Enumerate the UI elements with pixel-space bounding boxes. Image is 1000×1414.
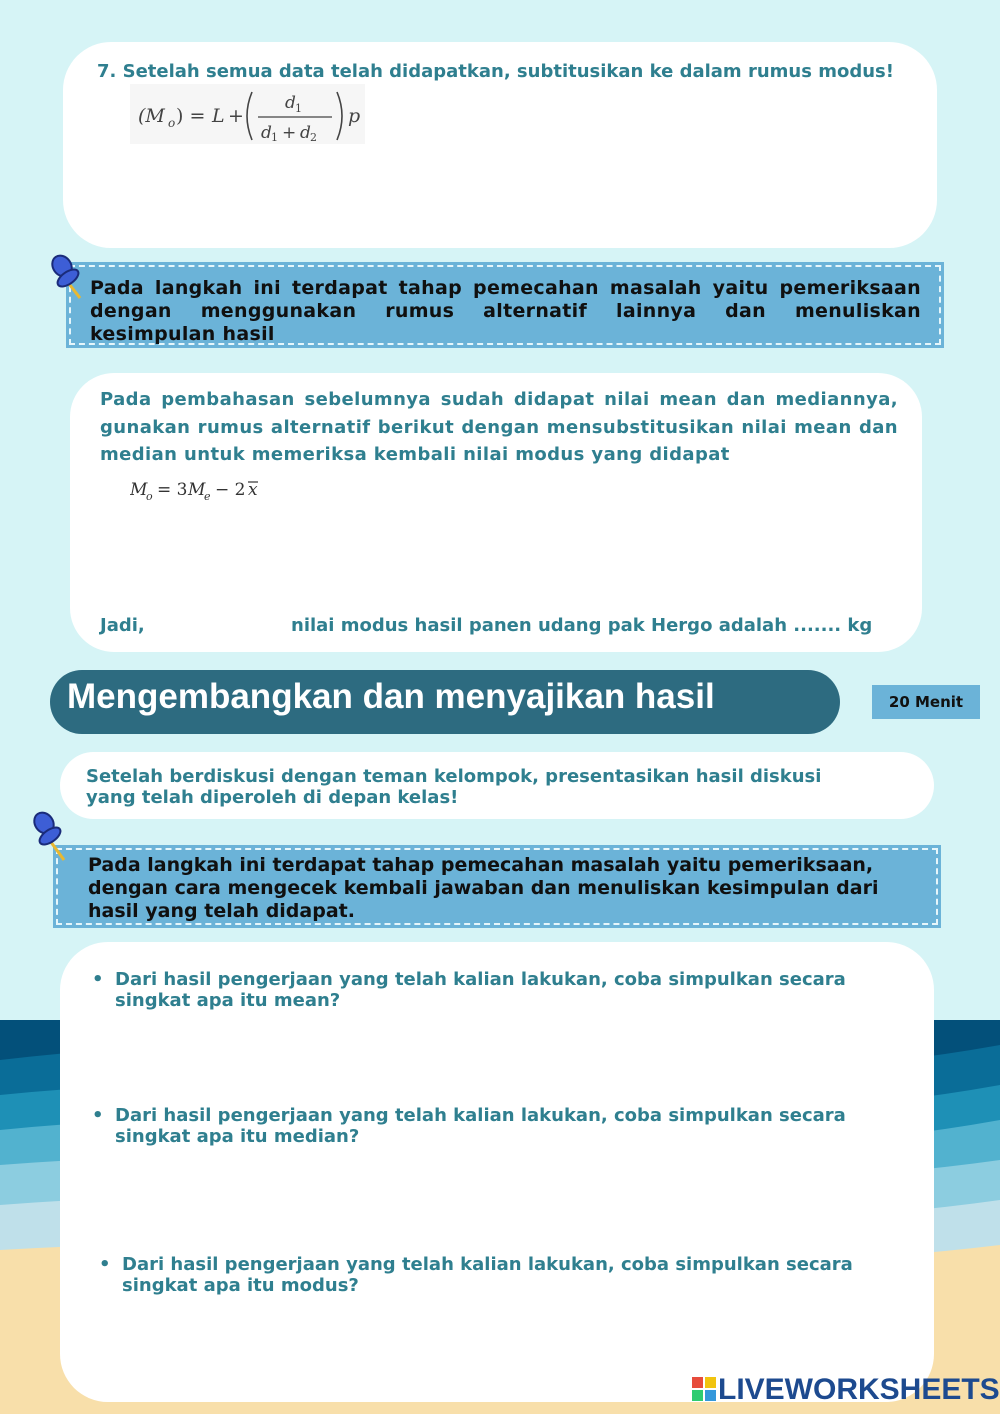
- timer-text: 20 Menit: [888, 693, 964, 711]
- svg-text:d: d: [261, 123, 272, 143]
- conclusion-text: nilai modus hasil panen udang pak Hergo adalah ....... kg: [291, 615, 873, 636]
- question-line: singkat apa itu mean?: [115, 990, 341, 1011]
- svg-text:x: x: [248, 480, 258, 500]
- question-line: Dari hasil pengerjaan yang telah kalian lakukan, coba simpulkan secara: [115, 969, 846, 990]
- note-box-conclusion: [56, 848, 938, 925]
- liveworksheets-logo[interactable]: [692, 1373, 1000, 1407]
- note2-text: Pada langkah ini terdapat tahap pemecahan masalah yaitu pemeriksaan, dengan cara mengecek kembali jawaban dan menuliskan kesimpulan dari hasil yang telah didapat.: [88, 854, 879, 922]
- svg-text:o: o: [168, 116, 176, 130]
- svg-text:= 3: = 3: [157, 480, 188, 500]
- question-line: singkat apa itu median?: [115, 1126, 360, 1147]
- svg-text:M: M: [188, 480, 206, 500]
- svg-text:d: d: [285, 93, 296, 113]
- step7-instruction: 7. Setelah semua data telah didapatkan, subtitusikan ke dalam rumus modus!: [97, 61, 894, 82]
- section-title-banner: [50, 670, 840, 734]
- svg-text:M: M: [130, 480, 148, 500]
- pushpin-icon: [46, 252, 90, 302]
- svg-text:o: o: [146, 490, 153, 503]
- svg-text:− 2: − 2: [215, 480, 246, 500]
- presentation-instruction: Setelah berdiskusi dengan teman kelompok, presentasikan hasil diskusi yang telah diperoleh di depan kelas!: [86, 766, 822, 808]
- alternative-instruction: Pada pembahasan sebelumnya sudah didapat nilai mean dan mediannya, gunakan rumus alternatif berikut dengan mensubstitusikan nilai mean dan median untuk memeriksa kembali nilai modus yang didapat: [100, 389, 898, 465]
- pushpin-icon: [30, 808, 74, 864]
- alternative-formula: [130, 476, 280, 510]
- note1-text: Pada langkah ini terdapat tahap pemecahan masalah yaitu pemeriksaan dengan menggunakan rumus alternatif lainnya dan menuliskan kesimpulan hasil: [90, 277, 921, 345]
- svg-text:) =: ) =: [176, 105, 206, 127]
- question-line: singkat apa itu modus?: [122, 1275, 359, 1296]
- conclusion-prefix: Jadi,: [100, 615, 145, 636]
- note-box-alternative: [69, 265, 941, 345]
- svg-text:e: e: [204, 490, 211, 503]
- svg-text:+: +: [228, 105, 244, 127]
- conclusion-questions-card: [60, 942, 934, 1402]
- svg-text:1: 1: [271, 131, 278, 144]
- logo-text: LIVEWORKSHEETS: [718, 1373, 1000, 1406]
- svg-text:2: 2: [310, 131, 317, 144]
- question-line: Dari hasil pengerjaan yang telah kalian lakukan, coba simpulkan secara: [115, 1105, 846, 1126]
- svg-text:d: d: [300, 123, 311, 143]
- section-title: Mengembangkan dan menyajikan hasil: [67, 677, 715, 716]
- svg-text:p: p: [348, 105, 361, 127]
- question-line: Dari hasil pengerjaan yang telah kalian lakukan, coba simpulkan secara: [122, 1254, 853, 1275]
- svg-text:(M: (M: [138, 105, 165, 127]
- svg-text:1: 1: [295, 102, 302, 115]
- timer-badge: [872, 685, 980, 719]
- mode-formula: [130, 84, 365, 144]
- svg-text:+: +: [282, 123, 297, 143]
- liveworksheets-logo-icon: [692, 1377, 716, 1401]
- svg-text:L: L: [212, 105, 225, 127]
